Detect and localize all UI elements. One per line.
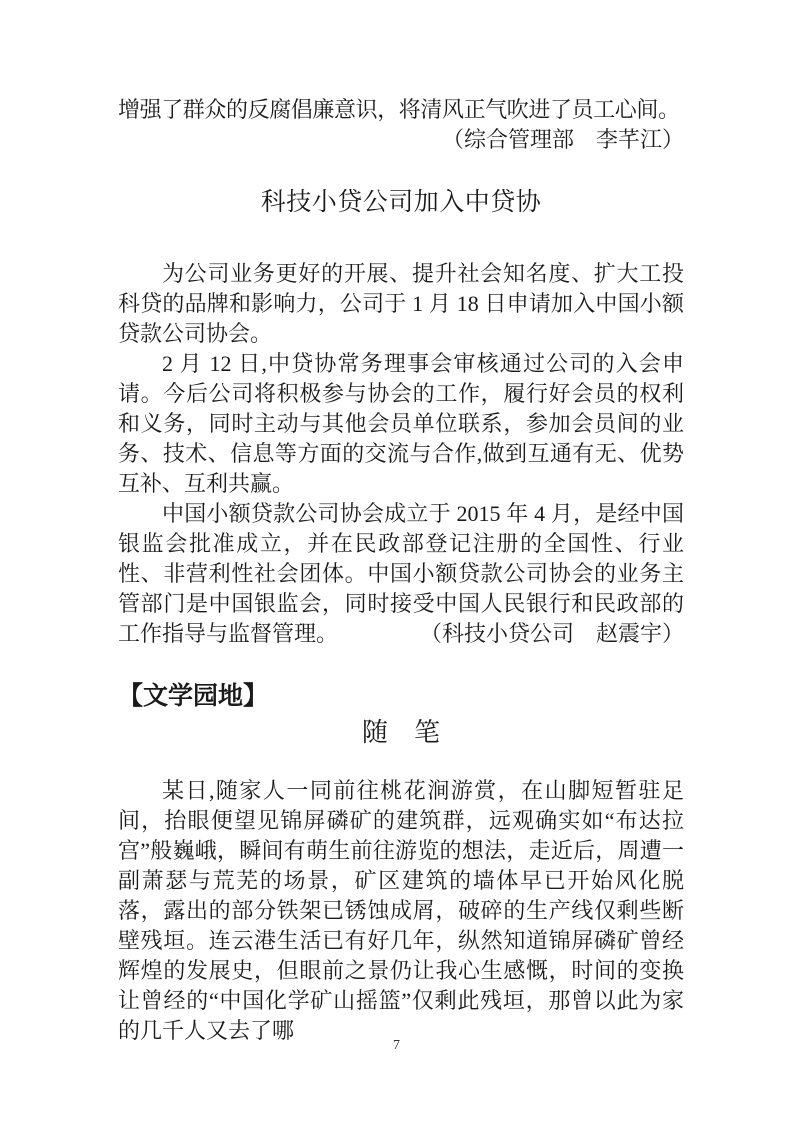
essay-paragraph: 某日,随家人一同前往桃花涧游赏，在山脚短暂驻足间，抬眼便望见锦屏磷矿的建筑群，远观确实如“布达拉宫”般巍峨，瞬间有萌生前往游览的想法，走近后，周遭一副萧瑟与荒芜的场景，矿区建筑的墙体早已开始风化脱落，露出的部分铁架已锈蚀成屑，破碎的生产线仅剩些断壁残垣。连云港生活已有好几年，纵然知道锦屏磷矿曾经辉煌的发展史，但眼前之景仍让我心生感慨，时间的变换让曾经的“中国化学矿山摇篮”仅剩此残垣，那曾以此为家的几千人又去了哪 bbox=[118, 778, 684, 1043]
section-label: 【文学园地】 bbox=[118, 683, 269, 710]
essay-title: 随 笔 bbox=[361, 717, 440, 747]
previous-article-signature: （综合管理部 李芊江） bbox=[441, 127, 684, 152]
article-paragraph: 为公司业务更好的开展、提升社会知名度、扩大工投科贷的品牌和影响力，公司于 1 月 18 日申请加入中国小额贷款公司协会。 bbox=[118, 261, 684, 346]
page-content bbox=[118, 95, 684, 1046]
article-signature: （科技小贷公司 赵震宇） bbox=[419, 621, 684, 646]
article-paragraph-text: 中国小额贷款公司协会成立于 2015 年 4 月，是经中国银监会批准成立，并在民政部登记注册的全国性、行业性、非营利性社会团体。中国小额贷款公司协会的业务主管部门是中国银监会，同时接受中国人民银行和民政部的工作指导与监督管理。 bbox=[118, 501, 684, 646]
article-paragraph: 2 月 12 日,中贷协常务理事会审核通过公司的入会申请。今后公司将积极参与协会的工作，履行好会员的权利和义务，同时主动与其他会员单位联系，参加会员间的业务、技术、信息等方面的交流与合作,做到互通有无、优势互补、互利共赢。 bbox=[118, 351, 684, 496]
page-number: 7 bbox=[393, 1038, 400, 1053]
article-title: 科技小贷公司加入中贷协 bbox=[260, 188, 542, 216]
article-paragraph bbox=[118, 499, 684, 649]
previous-article-closing-line: 增强了群众的反腐倡廉意识，将清风正气吹进了员工心间。 bbox=[118, 97, 680, 122]
